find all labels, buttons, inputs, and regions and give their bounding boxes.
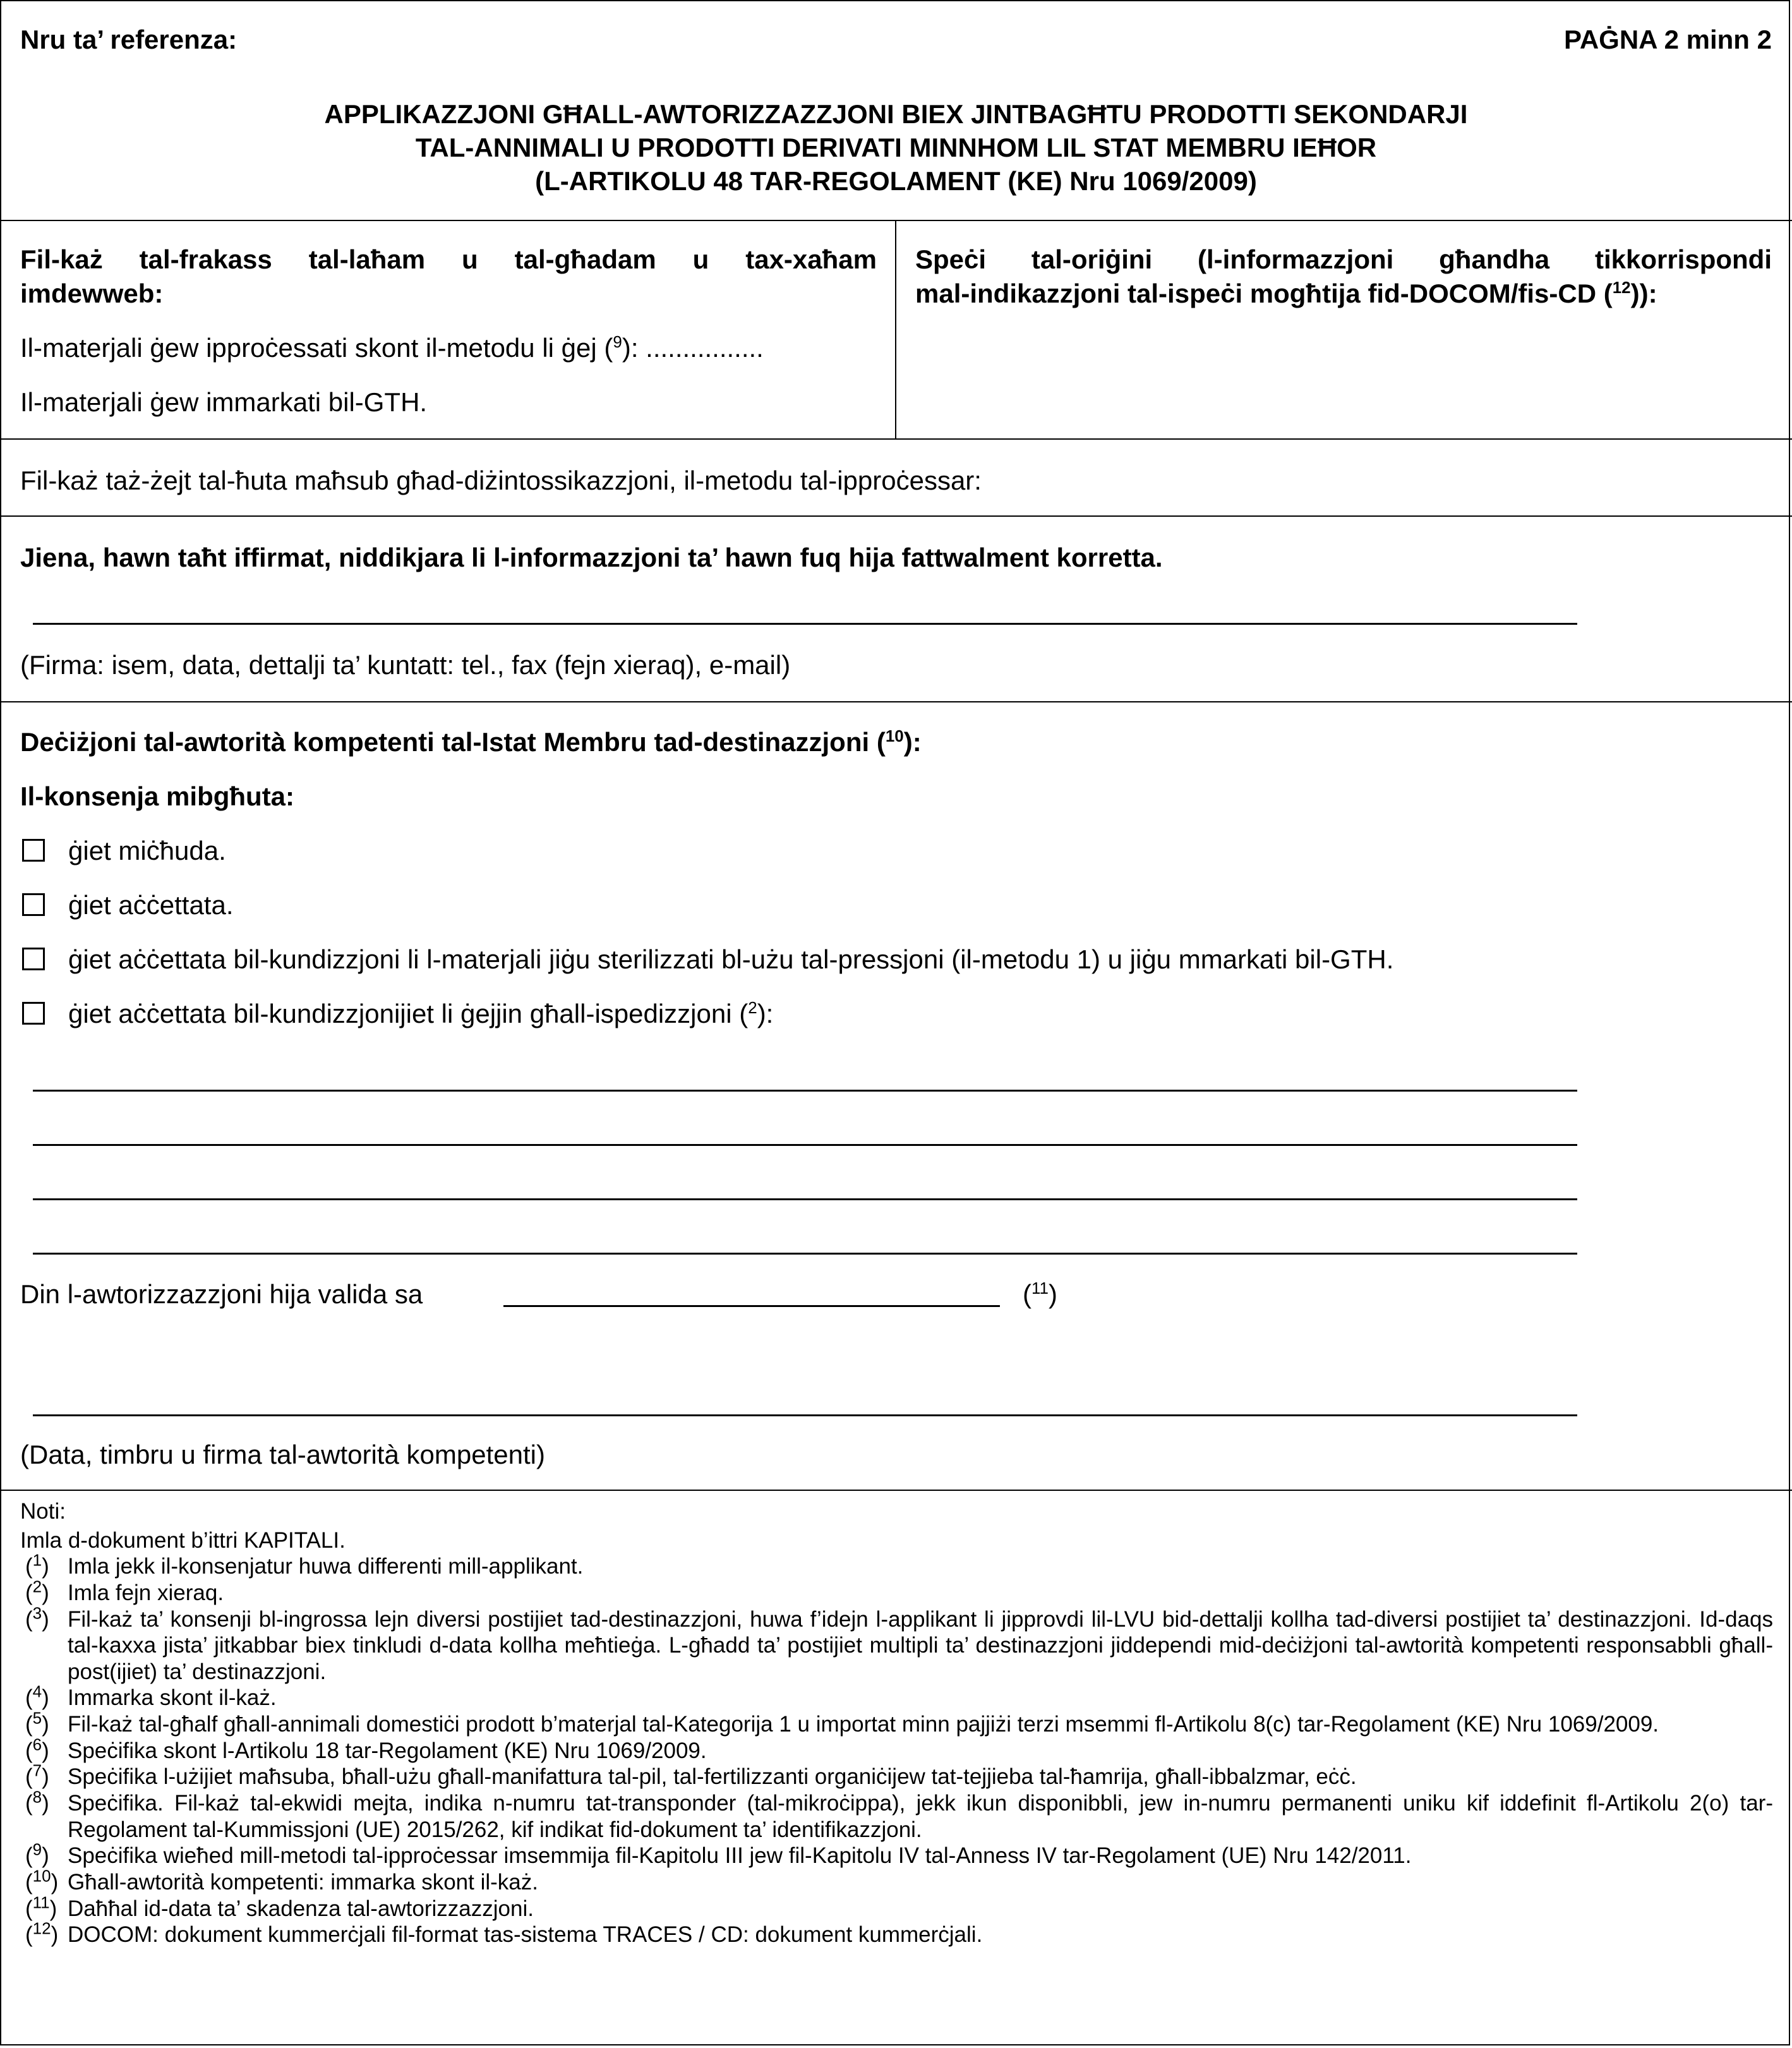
- footnote-text: Daħħal id-data ta’ skadenza tal-awtorizzazzjoni.: [68, 1896, 534, 1921]
- footnote-text: Imla fejn xieraq.: [68, 1580, 224, 1605]
- divider: [0, 701, 1792, 702]
- footnote-text: Speċifika l-użijiet maħsuba, bħall-użu għall-manifattura tal-pil, tal-fertilizzanti organiċijew tat-tejjieba tal-ħamrija, għall-ibbalzmar, eċċ.: [68, 1764, 1357, 1790]
- divider: [0, 1490, 1792, 1491]
- rejected-checkbox[interactable]: [22, 839, 45, 862]
- applicant-signature-caption: (Firma: isem, data, dettalji ta’ kuntatt: tel., fax (fejn xieraq), e-mail): [20, 650, 791, 680]
- footnote-item: [20, 1787, 1773, 1843]
- footnote-number: ($^7$): [25, 1761, 49, 1790]
- form-title-line2: TAL-ANNIMALI U PRODOTTI DERIVATI MINNHOM LIL STAT MEMBRU IEĦOR: [415, 133, 1377, 162]
- species-heading-line1: Speċi tal-oriġini (l-informazzjoni għandha tikkorrispondi: [915, 244, 1772, 274]
- footnote-item: [20, 1682, 1773, 1711]
- footnote-number: ($^{10}$): [25, 1866, 59, 1894]
- footnote-text: Speċifika wieħed mill-metodi tal-ipproċessar imsemmija fil-Kapitolu III jew fil-Kapitolu IV tal-Anness IV tar-Regolament (UE) Nru 142/2011.: [68, 1843, 1412, 1869]
- consent-label: Il-konsenja mibgħuta:: [20, 781, 295, 811]
- rejected-option-label: ġiet miċħuda.: [68, 836, 226, 865]
- notes-section: [20, 1498, 1773, 1948]
- accepted-conditions-option-label: ġiet aċċettata bil-kundizzjonijiet li ġejjin għall-ispedizzjoni ($^2$):: [68, 998, 774, 1028]
- accepted-sterilised-option-label: ġiet aċċettata bil-kundizzjoni li l-materjali jiġu sterilizzati bl-użu tal-pressjoni (il-metodu 1) u jiġu mmarkati bil-GTH.: [68, 944, 1394, 974]
- notes-title: Noti:: [20, 1499, 66, 1524]
- applicant-signature-line[interactable]: [33, 623, 1577, 625]
- footnote-item: [20, 1708, 1773, 1738]
- species-heading-line2: mal-indikazzjoni tal-ispeċi mogħtija fid-DOCOM/fis-CD ($^{12}$)):: [915, 278, 1657, 308]
- footnote-item: [20, 1840, 1773, 1869]
- accepted-option-label: ġiet aċċettata.: [68, 890, 234, 920]
- validity-label: Din l-awtorizzazzjoni hija valida sa: [20, 1279, 423, 1309]
- authority-signature-caption: (Data, timbru u firma tal-awtorità kompetenti): [20, 1440, 545, 1469]
- footnote-number: ($^5$): [25, 1708, 49, 1737]
- authority-signature-line[interactable]: [33, 1414, 1577, 1416]
- footnote-number: ($^{12}$): [25, 1918, 59, 1948]
- footnote-item: [20, 1577, 1773, 1606]
- accepted-sterilised-checkbox[interactable]: [22, 948, 45, 970]
- footnote-text: Fil-każ tal-għalf għall-annimali domestiċi prodott b’materjal tal-Kategorija 1 u importat minn pajjiżi terzi msemmi fl-Artikolu 8(c) tar-Regolament (KE) Nru 1069/2009.: [68, 1712, 1659, 1737]
- footnote-number: ($^8$): [25, 1787, 49, 1816]
- footnote-number: ($^2$): [25, 1577, 49, 1605]
- page-number: PAĠNA 2 minn 2: [1563, 25, 1772, 54]
- feathers-heading-line1: Fil-każ tal-frakass tal-laħam u tal-għadam u tax-xaħam: [20, 244, 877, 274]
- footnote-item: [20, 1603, 1773, 1685]
- footnote-text: Speċifika. Fil-każ tal-ekwidi mejta, indika n-numru tat-transponder (tal-mikroċippa), jekk ikun disponibbli, jew in-numru permanenti uniku kif iddefinit fl-Artikolu 2(o) tar-Regolament tal-Kummissjoni (UE) 2015/262, kif indikat fid-dokument ta’ identifikazzjoni.: [68, 1791, 1773, 1842]
- footnote-item: [20, 1550, 1773, 1580]
- divider: [0, 515, 1792, 517]
- footnote-number: ($^1$): [25, 1550, 49, 1579]
- footnote-number: ($^{11}$): [25, 1892, 57, 1921]
- notes-intro: Imla d-dokument b’ittri KAPITALI.: [20, 1527, 346, 1553]
- processed-method-field[interactable]: Il-materjali ġew ipproċessati skont il-metodu li ġej ($^9$): ................: [20, 332, 764, 363]
- marked-gth-statement: Il-materjali ġew immarkati bil-GTH.: [20, 387, 428, 417]
- footnote-number: ($^9$): [25, 1840, 49, 1869]
- feathers-heading-line2: imdewweb:: [20, 279, 164, 308]
- accepted-checkbox[interactable]: [22, 893, 45, 916]
- validity-footnote-ref: ($^{11}$): [1023, 1279, 1057, 1309]
- form-title-line3: (L-ARTIKOLU 48 TAR-REGOLAMENT (KE) Nru 1069/2009): [535, 166, 1257, 196]
- column-divider: [895, 220, 896, 438]
- form-title-line1: APPLIKAZZJONI GĦALL-AWTORIZZAZZJONI BIEX JINTBAGĦTU PRODOTTI SEKONDARJI: [324, 99, 1468, 129]
- footnote-text: Imla jekk il-konsenjatur huwa differenti mill-applikant.: [68, 1554, 584, 1579]
- footnote-item: [20, 1892, 1773, 1922]
- footnote-item: [20, 1918, 1773, 1948]
- footnote-text: DOCOM: dokument kummerċjali fil-format tas-sistema TRACES / CD: dokument kummerċjali.: [68, 1922, 983, 1948]
- footnote-text: Għall-awtorità kompetenti: immarka skont il-każ.: [68, 1869, 538, 1894]
- conditions-line-3[interactable]: [33, 1198, 1577, 1200]
- footnote-item: [20, 1866, 1773, 1896]
- footnote-text: Immarka skont il-każ.: [68, 1685, 277, 1711]
- conditions-line-1[interactable]: [33, 1090, 1577, 1092]
- decision-heading: Deċiżjoni tal-awtorità kompetenti tal-Istat Membru tad-destinazzjoni ($^{10}$):: [20, 726, 922, 757]
- footnote-item: [20, 1761, 1773, 1790]
- detox-method-field[interactable]: Fil-każ taż-żejt tal-ħuta maħsub għad-diżintossikazzjoni, il-metodu tal-ipproċessar:: [20, 466, 982, 495]
- accepted-conditions-checkbox[interactable]: [22, 1002, 45, 1025]
- footnote-text: Speċifika skont l-Artikolu 18 tar-Regolament (KE) Nru 1069/2009.: [68, 1738, 707, 1763]
- footnote-number: ($^4$): [25, 1682, 49, 1711]
- footnote-text: Fil-każ ta’ konsenji bl-ingrossa lejn diversi postijiet tad-destinazzjoni, huwa f’idejn l-applikant li jipprovdi lil-LVU bid-dettalji kollha tad-diversi postijiet ta’ destinazzjoni. Id-daqs tal-kaxxa jista’ jitkabbar biex tinkludi d-data kollha meħtieġa. L-għadd ta’ postijiet multipli ta’ destinazzjoni jiddependi mid-deċiżjoni tal-awtorità kompetenti responsabbli għall-post(ijiet) ta’ destinazzjoni.: [68, 1606, 1773, 1684]
- conditions-line-2[interactable]: [33, 1144, 1577, 1146]
- declaration-statement: Jiena, hawn taħt iffirmat, niddikjara li l-informazzjoni ta’ hawn fuq hija fattwalment korretta.: [20, 543, 1163, 572]
- conditions-line-4[interactable]: [33, 1253, 1577, 1255]
- footnote-item: [20, 1735, 1773, 1764]
- footnote-number: ($^3$): [25, 1603, 49, 1632]
- footnote-number: ($^6$): [25, 1735, 49, 1763]
- reference-label: Nru ta’ referenza:: [20, 25, 238, 54]
- notes-list: [20, 1550, 1773, 1948]
- validity-date-line[interactable]: [503, 1305, 1000, 1307]
- divider: [0, 438, 1792, 440]
